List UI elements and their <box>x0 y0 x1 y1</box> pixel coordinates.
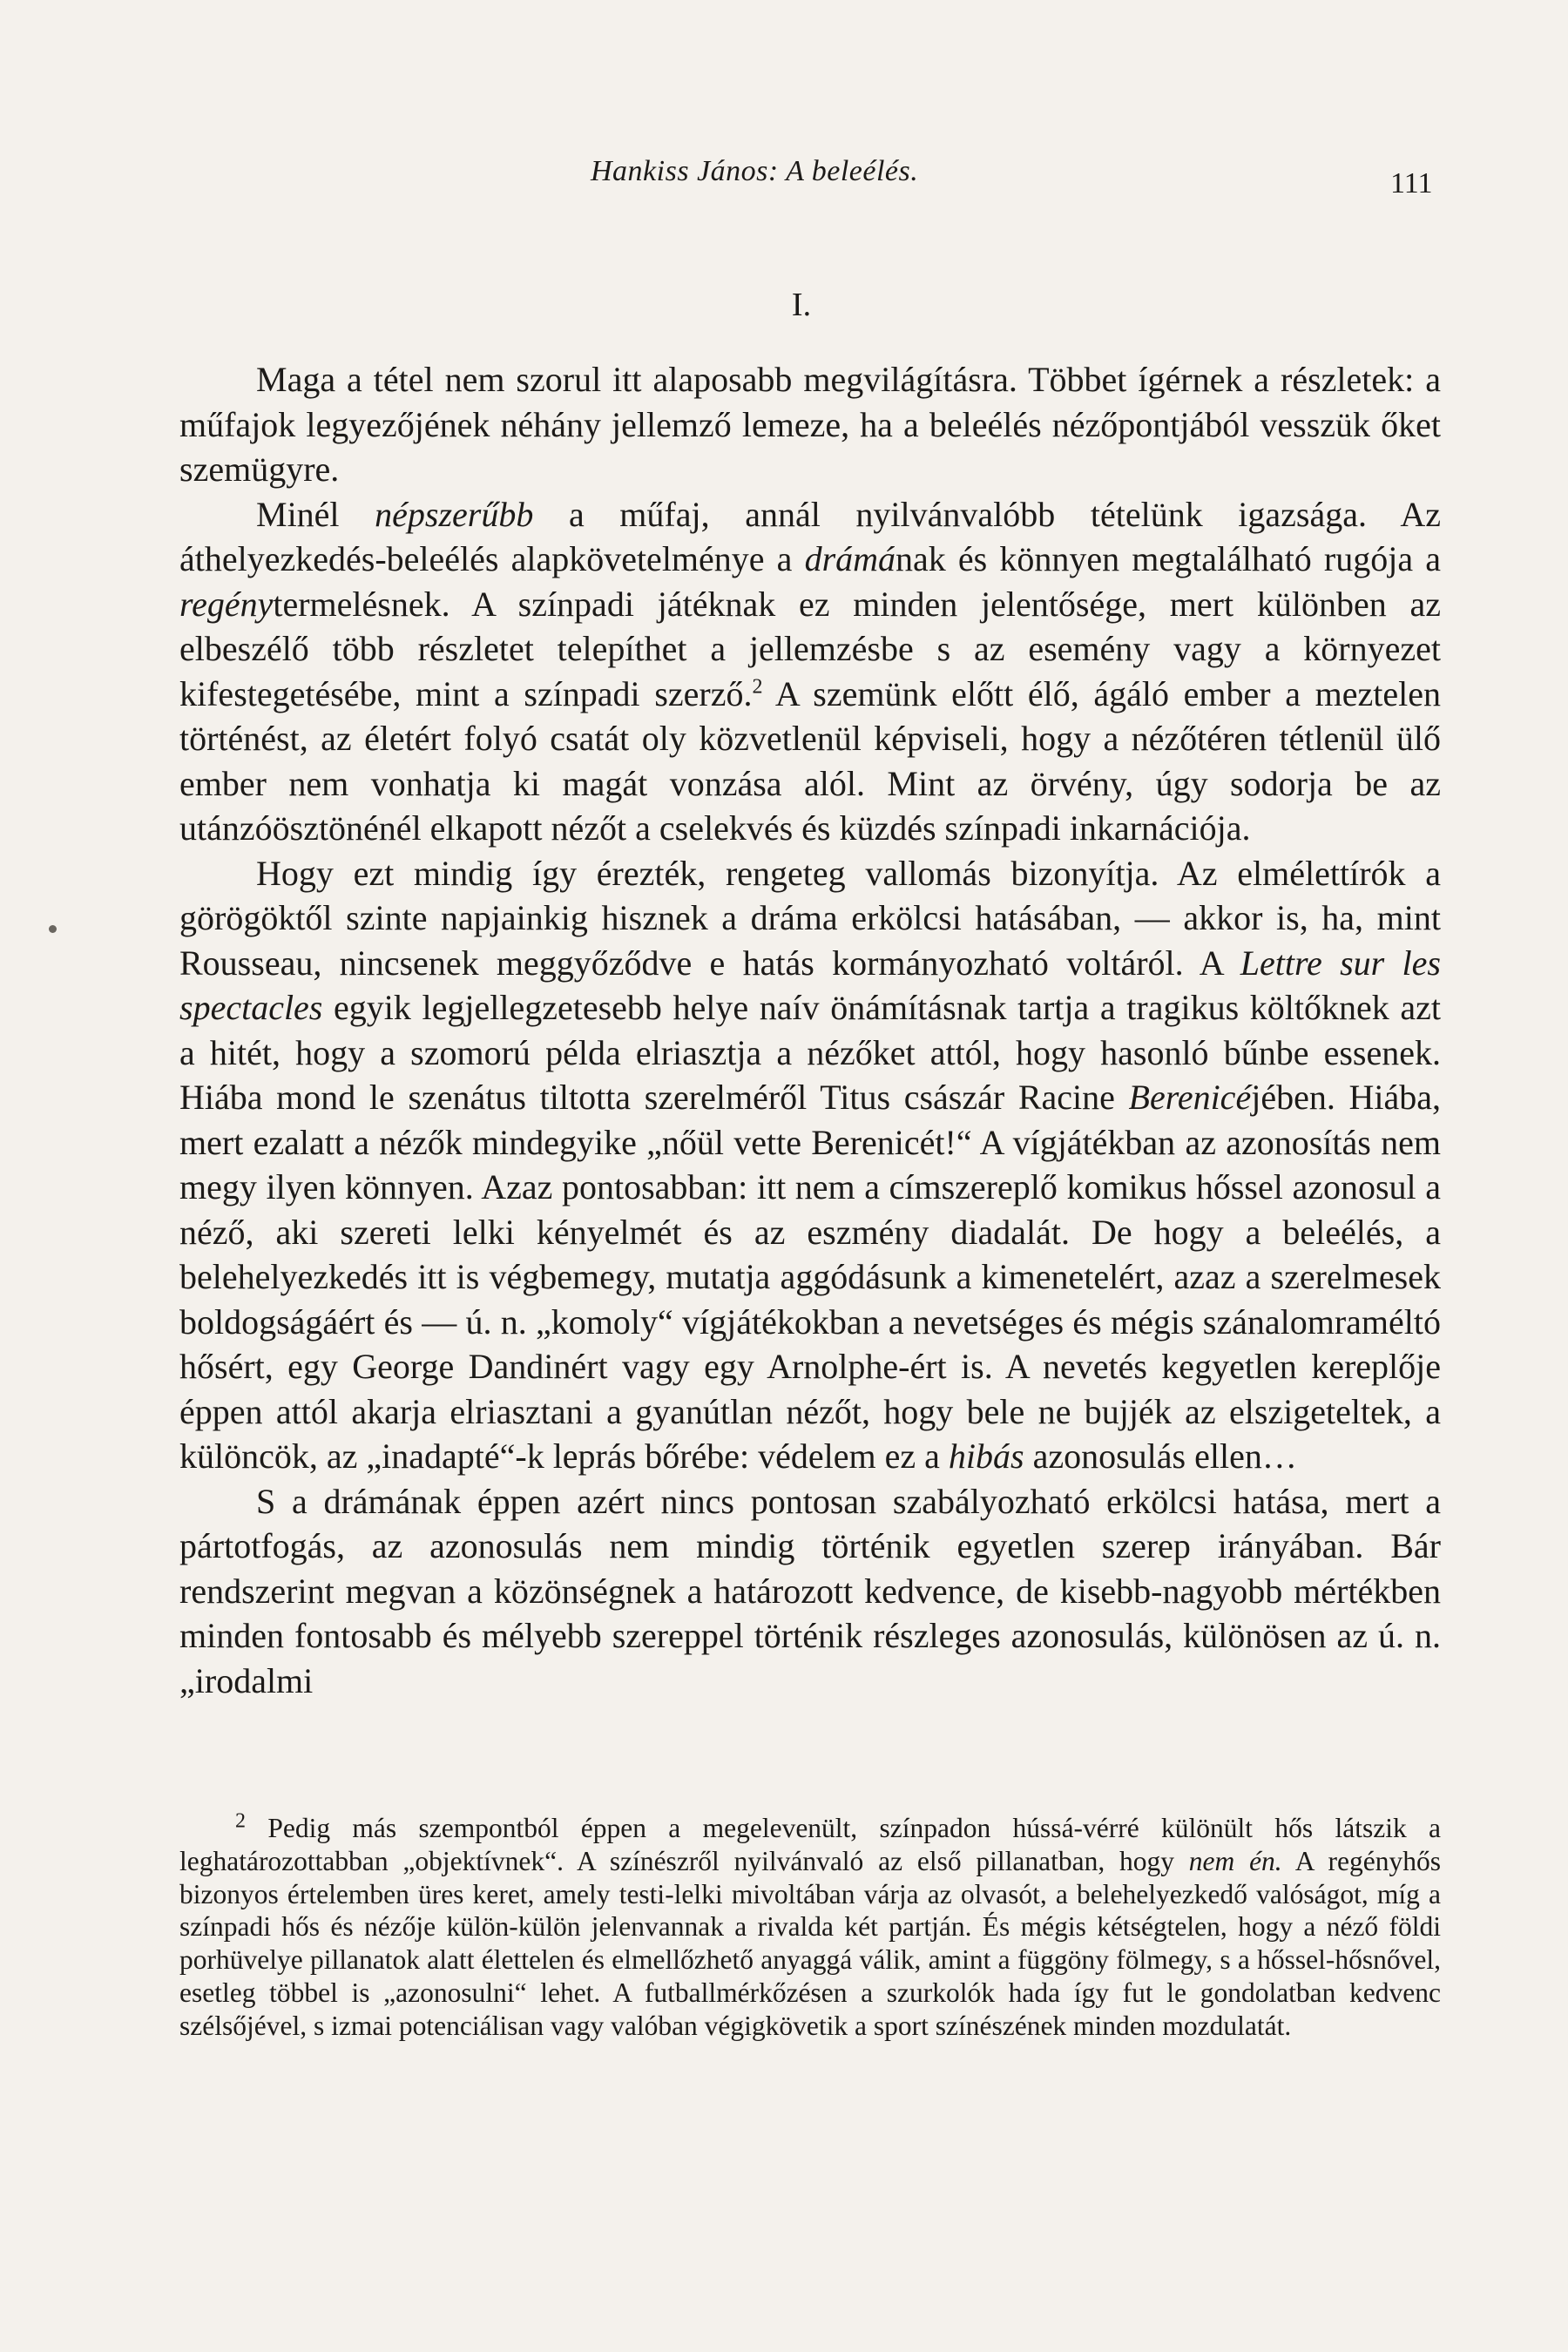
text-run: S a drámának éppen azért nincs pontosan szabályozható erkölcsi hatása, mert a pártotfogás, az azonosulás nem mindig történik egyetlen szerep irányában. Bár rendszerint megvan a közönségnek a határozott kedvence, de kisebb-nagyobb mértékben minden fontosabb és mélyebb szereppel történik részleges azonosulás, különösen az ú. n. „irodalmi <box>179 1481 1441 1700</box>
section-number: I. <box>791 287 812 323</box>
text-run: Hogy ezt mindig így érezték, rengeteg vallomás bizonyítja. Az elmélettírók a görögöktől szinte napjainkig hisznek a dráma erkölcsi hatásában, — akkor is, ha, mint Rousseau, nincsenek meggyőződve e hatás kormányozható voltáról. A <box>179 853 1441 983</box>
footnote <box>179 1809 1442 2043</box>
text-run: A szemünk előtt élő, ágáló ember a meztelen történést, az életért folyó csatát oly közvetlenül képviseli, hogy a nézőtéren tétlenül ülő ember nem vonhatja ki magát vonzása alól. Mint az örvény, úgy sodorja be az utánzóösztönénél elkapott nézőt a cselekvés és küzdés színpadi inkarnációja. <box>179 673 1442 848</box>
body-text <box>179 357 1441 1703</box>
italic-term: drámá <box>804 539 896 578</box>
paragraph-2 <box>179 492 1441 851</box>
paragraph-3 <box>179 851 1441 1479</box>
text-run: a műfaj, annál nyilvánvalóbb tételünk igazsága. Az áthelyezkedés-beleélés alapkövetelménye a <box>179 494 1442 578</box>
italic-term: regény <box>179 584 274 624</box>
paragraph-1 <box>179 357 1441 492</box>
italic-term: népszerűbb <box>375 494 534 534</box>
italic-title: Berenicé <box>1128 1078 1252 1117</box>
text-run: A regényhős bizonyos értelemben üres keret, amely testi-lelki mivoltában várja az olvasót, a belehelyezkedő valóságot, míg a színpadi hős és nézője külön-külön jelenvannak a rivalda két partján. És mégis kétségtelen, hogy a néző földi porhüvelye pillanatok alatt élettelen és elmellőzhető anyaggá válik, amint a függöny fölmegy, s a hőssel-hősnővel, esetleg többel is „azonosulni“ lehet. A futballmérkőzésen a szurkolók hada így fut le gondolatban kedvenc szélsőjével, s izmai potenciálisan vagy valóban végigkövetik a sport színészének minden mozdulatát. <box>179 1845 1442 2041</box>
text-run: Minél <box>256 494 375 534</box>
margin-dot-mark <box>49 925 57 933</box>
italic-title: Lettre sur les spectacles <box>179 943 1441 1027</box>
text-run: termelésnek. A színpadi játéknak ez minden jelentősége, mert különben az elbeszélő több részletet telepíthet a jellemzésbe s az esemény vagy a környezet kifestegetésébe, mint a színpadi szerző. <box>179 584 1441 713</box>
page-header <box>0 155 1568 207</box>
running-title: Hankiss János: A beleélés. <box>591 155 919 187</box>
paragraph-4 <box>179 1479 1441 1704</box>
italic-term: hibás <box>948 1436 1024 1476</box>
text-run: nak és könnyen megtalálható rugója a <box>896 539 1441 578</box>
footnote-number: 2 <box>235 1809 246 1833</box>
footnote-reference: 2 <box>752 675 763 699</box>
italic-term: nem én. <box>1188 1845 1282 1876</box>
text-run: Maga a tétel nem szorul itt alaposabb megvilágításra. Többet ígérnek a részletek: a műfajok legyezőjének néhány jellemző lemeze, ha a beleélés nézőpontjából vesszük őket szemügyre. <box>179 360 1441 489</box>
text-run: jében. Hiába, mert ezalatt a nézők mindegyike „nőül vette Berenicét!“ A vígjátékban az azonosítás nem megy ilyen könnyen. Azaz pontosabban: itt nem a címszereplő komikus hőssel azonosul a néző, aki szereti lelki kényelmét és az eszmény diadalát. De hogy a beleélés, a belehelyezkedés itt is végbemegy, mutatja aggódásunk a kimenetelért, azaz a szerelmesek boldogságáért és — ú. n. „komoly“ vígjátékokban a nevetséges és mégis szánalomraméltó hősért, egy George Dandinért vagy egy Arnolphe-ért is. A nevetés kegyetlen kereplője éppen attól akarja elriasztani a gyanútlan nézőt, hogy bele ne bujjék az elszigeteltek, a különcök, az „inadapté“-k leprás bőrébe: védelem ez a <box>179 1078 1441 1476</box>
text-run: Pedig más szempontból éppen a megelevenült, színpadon hússá-vérré különült hős látszik a leghatározottabban „objektívnek“. A színészről nyilvánvaló az első pillanatban, hogy <box>179 1813 1441 1876</box>
text-run: egyik legjellegzetesebb helye naív önámításnak tartja a tragikus költőknek azt a hitét, hogy a szomorú példa elriasztja a nézőket attól, hogy hasonló bűnbe essenek. Hiába mond le szenátus tiltotta szerelméről Titus császár Racine <box>179 988 1441 1117</box>
page-number: 111 <box>1390 167 1433 199</box>
text-run: azonosulás ellen… <box>1024 1436 1297 1476</box>
